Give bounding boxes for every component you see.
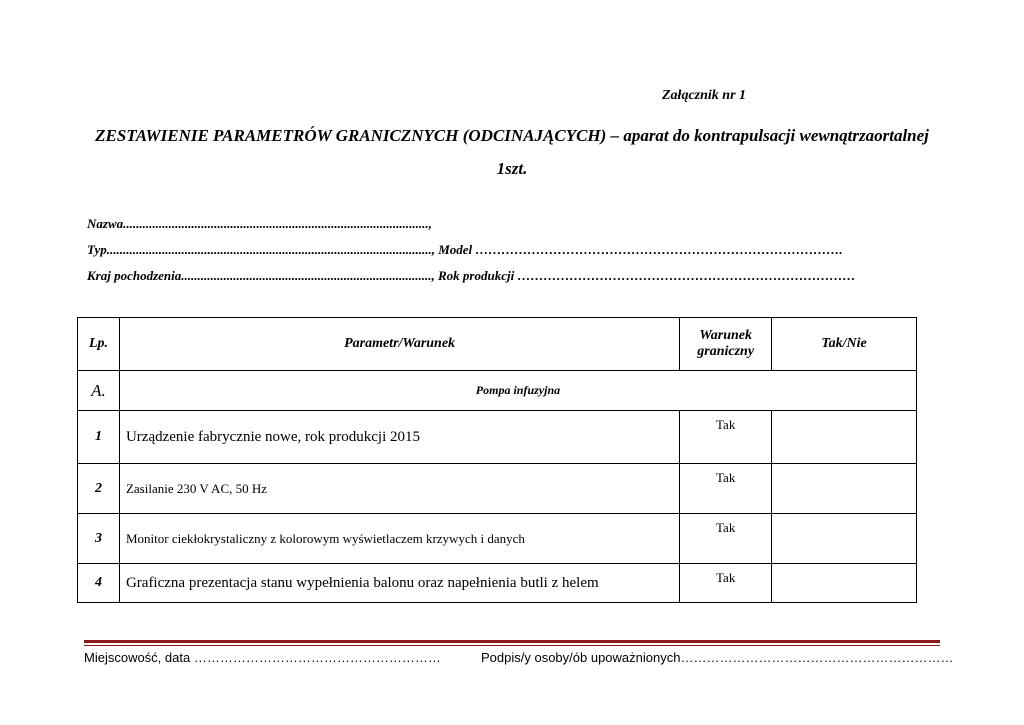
row-lp: 4 <box>78 564 120 603</box>
row-param: Zasilanie 230 V AC, 50 Hz <box>119 464 679 514</box>
row-lp: 2 <box>78 464 120 514</box>
header-lp: Lp. <box>78 318 120 371</box>
header-yesno: Tak/Nie <box>772 318 917 371</box>
row-param: Urządzenie fabrycznie nowe, rok produkcji 2015 <box>119 411 679 464</box>
document-title: ZESTAWIENIE PARAMETRÓW GRANICZNYCH (ODCINAJĄCYCH) – aparat do kontrapulsacji wewnątrzaortalnej <box>95 126 929 145</box>
row-answer-cell[interactable] <box>772 564 917 603</box>
annex-label: Załącznik nr 1 <box>662 88 747 103</box>
section-id: A. <box>78 371 120 411</box>
row-condition: Tak <box>680 411 772 464</box>
header-condition <box>680 318 772 371</box>
footer-separator-thin <box>84 645 940 646</box>
table-row <box>78 564 917 603</box>
row-answer-cell[interactable] <box>772 411 917 464</box>
row-condition: Tak <box>680 464 772 514</box>
name-field[interactable]: Nazwa.............................................................................................., <box>87 216 432 231</box>
table-row <box>78 464 917 514</box>
row-answer-cell[interactable] <box>772 514 917 564</box>
country-year-field[interactable]: Kraj pochodzenia............................................................................., Rok produkcji …………………………………………………………………… <box>87 268 856 283</box>
row-answer-cell[interactable] <box>772 464 917 514</box>
section-title: Pompa infuzyjna <box>119 371 916 411</box>
table-row <box>78 514 917 564</box>
type-model-field[interactable]: Typ...................................................................................................., Model …………………………………………………………………………. <box>87 242 843 257</box>
row-lp: 3 <box>78 514 120 564</box>
place-date-field[interactable]: Miejscowość, data ………………………………………………… <box>84 650 441 665</box>
row-lp: 1 <box>78 411 120 464</box>
signature-field[interactable]: Podpis/y osoby/ób upoważnionych……………………………………………………… <box>481 650 954 665</box>
row-condition: Tak <box>680 514 772 564</box>
section-row <box>78 371 917 411</box>
table-header-row <box>78 318 917 371</box>
table-row <box>78 411 917 464</box>
row-param: Monitor ciekłokrystaliczny z kolorowym wyświetlaczem krzywych i danych <box>119 514 679 564</box>
quantity-label: 1szt. <box>496 159 528 178</box>
row-condition: Tak <box>680 564 772 603</box>
header-condition-line1: Warunek <box>699 328 752 343</box>
row-param: Graficzna prezentacja stanu wypełnienia balonu oraz napełnienia butli z helem <box>119 564 679 603</box>
header-param: Parametr/Warunek <box>119 318 679 371</box>
header-condition-line2: graniczny <box>697 344 755 359</box>
parameters-table <box>77 317 917 603</box>
footer-separator <box>84 640 940 643</box>
